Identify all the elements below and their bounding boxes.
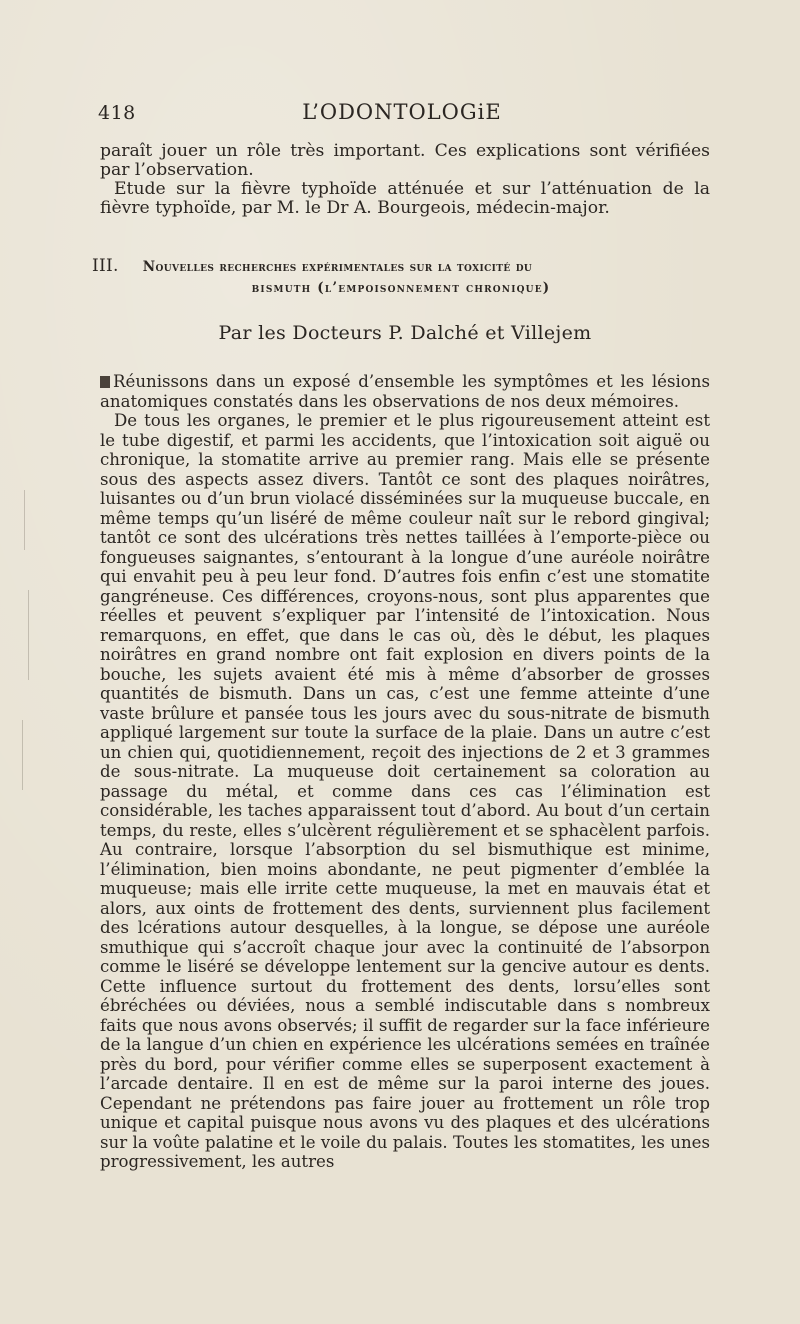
ink-mark-icon (100, 376, 110, 388)
running-title: L’ODONTOLOGiE (302, 100, 502, 124)
continuation-paragraph: paraît jouer un rôle très important. Ces explications sont vérifiées par l’observation. (100, 141, 710, 180)
section-title-line1: Nouvelles recherches expérimentales sur la toxicité du (142, 259, 533, 275)
page-header (96, 96, 708, 126)
page-number: 418 (98, 102, 136, 124)
paragraph-2: De tous les organes, le premier et le plus rigoureusement atteint est le tube digestif, et parmi les accidents, que l’intoxication soit aiguë ou chronique, la stomatite arrive au premier rang. Mais elle se présente sous des aspects assez divers. Tantôt ce sont des plaques noirâtres, luisantes ou d’un brun violacé disséminées sur la muqueuse buccale, en même temps qu’un liséré de même couleur naît sur le rebord gingival; tantôt ce sont des ulcérations très nettes taillées à l’emporte-pièce ou fongueuses saignantes, s’entourant à la longue d’une auréole noirâtre qui envahit peu à peu leur fond. D’autres fois enfin c’est une stomatite gangréneuse. Ces différences, croyons-nous, sont plus apparentes que réelles et peuvent s’expliquer par l’intensité de l’intoxication. Nous remarquons, en effet, que dans le cas où, dès le début, les plaques noirâtres en grand nombre ont fait explosion en divers points de la bouche, les sujets avaient été mis à même d’absorber de grosses quantités de bismuth. Dans un cas, c’est une femme atteinte d’une vaste brûlure et pansée tous les jours avec du sous-nitrate de bismuth appliqué largement sur toute la surface de la plaie. Dans un autre c’est un chien qui, quotidiennement, reçoit des injections de 2 et 3 grammes de sous-nitrate. La muqueuse doit certainement sa coloration au passage du métal, et comme dans ces cas l’élimination est considérable, les taches apparaissent tout d’abord. Au bout d’un certain temps, du reste, elles s’ulcèrent régulièrement et se sphacèlent parfois. Au contraire, lorsque l’absorption du sel bismuthique est minime, l’élimination, bien moins abondante, ne peut pigmenter d’emblée la muqueuse; mais elle irrite cette muqueuse, la met en mauvais état et alors, aux oints de frottement des dents, surviennent plus facilement des lcérations autour desquelles, à la longue, se dépose une auréole smuthique qui s’accroît chaque jour avec la continuité de l’absorpon comme le liséré se développe lentement sur la gencive autour es dents. Cette influence surtout du frottement des dents, lorsu’elles sont ébréchées ou déviées, nous a semblé indiscutable dans s nombreux faits que nous avons observés; il suffit de regarder sur la face inférieure de la langue d’un chien en expérience les ulcérations semées en traînée près du bord, pour vérifier comme elles se superposent exactement à l’arcade dentaire. Il en est de même sur la paroi interne des joues. Cependant ne prétendons pas faire jouer au frottement un rôle trop unique et capital puisque nous avons vu des plaques et des ulcérations sur la voûte palatine et le voile du palais. Toutes les stomatites, les unes progressivement, les autres (100, 411, 710, 1171)
section-title-line2: bismuth (l’empoisonnement chronique) (251, 280, 551, 296)
section-number: III. (92, 256, 119, 276)
section-heading-line1 (92, 256, 710, 278)
continuation-text (100, 142, 710, 218)
margin-pencil-marks (6, 470, 46, 870)
section-heading (92, 256, 710, 299)
paragraph-1 (100, 372, 710, 411)
authors-line: Par les Docteurs P. Dalché et Villejem (218, 322, 592, 344)
paragraph-1-text: Réunissons dans un exposé d’ensemble les symptômes et les lésions anatomiques constatés dans les observations de nos deux mémoires. (100, 372, 710, 411)
study-reference: Etude sur la fièvre typhoïde atténuée et sur l’atténuation de la fièvre typhoïde, par M. le Dr A. Bourgeois, médecin-major. (100, 179, 710, 218)
article-body (100, 372, 710, 1172)
